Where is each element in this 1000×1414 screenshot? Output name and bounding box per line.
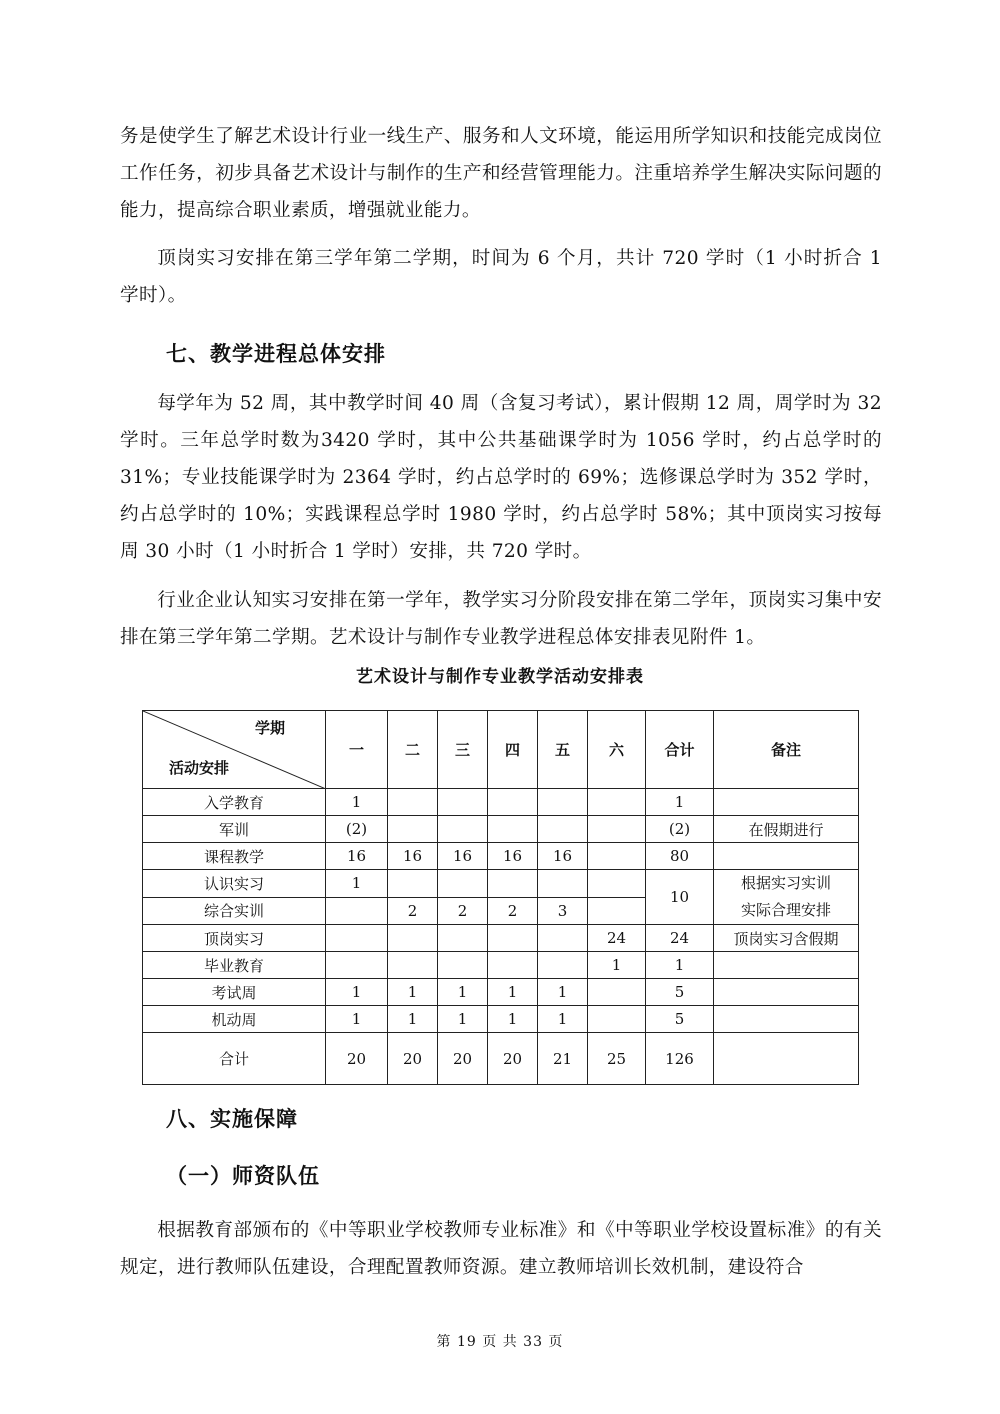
table-cell: 1 <box>488 1006 538 1033</box>
row-label: 考试周 <box>143 979 326 1006</box>
table-cell: 2 <box>438 897 488 925</box>
table-cell: 1 <box>326 870 388 898</box>
table-cell: 1 <box>588 952 646 979</box>
table-cell <box>388 789 438 816</box>
table-cell: 21 <box>538 1033 588 1085</box>
table-cell <box>388 925 438 952</box>
table-cell <box>388 952 438 979</box>
table-corner-cell <box>143 711 326 789</box>
subsection-heading-faculty: （一）师资队伍 <box>166 1164 320 1188</box>
table-cell: 1 <box>388 1006 438 1033</box>
table-cell: 126 <box>646 1033 714 1085</box>
column-header: 四 <box>488 711 538 789</box>
table-cell: 1 <box>488 979 538 1006</box>
table-cell <box>388 870 438 898</box>
table-cell: 1 <box>438 1006 488 1033</box>
table-cell <box>438 925 488 952</box>
table-cell: 1 <box>326 1006 388 1033</box>
table-cell <box>488 789 538 816</box>
row-label: 顶岗实习 <box>143 925 326 952</box>
row-label: 机动周 <box>143 1006 326 1033</box>
table-cell <box>714 843 859 870</box>
table-row <box>143 925 859 952</box>
table-cell: 20 <box>438 1033 488 1085</box>
table-row <box>143 1006 859 1033</box>
table-cell <box>588 843 646 870</box>
table-header-row <box>143 711 859 789</box>
column-header: 五 <box>538 711 588 789</box>
table-cell <box>588 979 646 1006</box>
column-header: 三 <box>438 711 488 789</box>
table-cell <box>488 816 538 843</box>
table-cell: 2 <box>388 897 438 925</box>
table-cell <box>538 870 588 898</box>
table-cell: (2) <box>646 816 714 843</box>
row-label: 课程教学 <box>143 843 326 870</box>
table-cell <box>326 952 388 979</box>
section-heading-8: 八、实施保障 <box>166 1107 298 1131</box>
table-row <box>143 816 859 843</box>
merged-note-cell <box>714 870 859 925</box>
table-cell: 24 <box>646 925 714 952</box>
table-cell: 3 <box>538 897 588 925</box>
table-cell <box>588 816 646 843</box>
table-row <box>143 843 859 870</box>
table-cell <box>438 816 488 843</box>
table-row <box>143 789 859 816</box>
table-cell <box>438 952 488 979</box>
table-cell: 16 <box>538 843 588 870</box>
table-cell <box>438 789 488 816</box>
table-cell <box>388 816 438 843</box>
table-cell: 在假期进行 <box>714 816 859 843</box>
table-cell: 1 <box>388 979 438 1006</box>
table-cell: 顶岗实习含假期 <box>714 925 859 952</box>
column-header: 备注 <box>714 711 859 789</box>
table-cell: 1 <box>538 1006 588 1033</box>
table-cell <box>714 789 859 816</box>
table-cell: 20 <box>326 1033 388 1085</box>
table-row <box>143 979 859 1006</box>
corner-label-semester: 学期 <box>254 719 285 737</box>
row-label: 毕业教育 <box>143 952 326 979</box>
table-cell <box>538 816 588 843</box>
table-cell: 1 <box>646 789 714 816</box>
table-cell <box>488 870 538 898</box>
table-cell: 16 <box>488 843 538 870</box>
table-cell: 16 <box>326 843 388 870</box>
column-header: 二 <box>388 711 438 789</box>
table-row <box>143 952 859 979</box>
page-number-footer: 第 19 页 共 33 页 <box>436 1334 564 1350</box>
row-label: 认识实习 <box>143 870 326 898</box>
table-cell: 16 <box>388 843 438 870</box>
table-cell: 20 <box>388 1033 438 1085</box>
table-cell <box>438 870 488 898</box>
table-cell: 1 <box>326 789 388 816</box>
note-line: 根据实习实训 <box>740 874 831 892</box>
table-cell <box>538 925 588 952</box>
table-title: 艺术设计与制作专业教学活动安排表 <box>356 667 644 687</box>
table-cell <box>714 1033 859 1085</box>
column-header: 六 <box>588 711 646 789</box>
table-cell: (2) <box>326 816 388 843</box>
row-label: 军训 <box>143 816 326 843</box>
section-heading-7: 七、教学进程总体安排 <box>166 342 386 366</box>
activity-schedule-table <box>142 710 859 1085</box>
row-label: 合计 <box>143 1033 326 1085</box>
table-row <box>143 870 859 898</box>
table-cell: 1 <box>438 979 488 1006</box>
row-label: 综合实训 <box>143 897 326 925</box>
table-cell <box>538 952 588 979</box>
table-cell: 20 <box>488 1033 538 1085</box>
paragraph-internship: 顶岗实习安排在第三学年第二学期，时间为 6 个月，共计 720 学时（1 小时折合 1 学时）。 <box>120 248 882 306</box>
table-cell <box>538 789 588 816</box>
table-cell <box>326 897 388 925</box>
table-cell <box>588 789 646 816</box>
row-label: 入学教育 <box>143 789 326 816</box>
table-cell <box>714 952 859 979</box>
table-cell <box>588 1006 646 1033</box>
paragraph-intro: 务是使学生了解艺术设计行业一线生产、服务和人文环境，能运用所学知识和技能完成岗位工作任务，初步具备艺术设计与制作的生产和经营管理能力。注重培养学生解决实际问题的能力，提高综合职业素质，增强就业能力。 <box>120 126 882 221</box>
merged-total-cell: 10 <box>646 870 714 925</box>
table-cell: 24 <box>588 925 646 952</box>
table-cell <box>588 870 646 898</box>
table-cell <box>326 925 388 952</box>
table-cell <box>714 979 859 1006</box>
corner-label-activity: 活动安排 <box>169 759 230 777</box>
paragraph-faculty: 根据教育部颁布的《中等职业学校教师专业标准》和《中等职业学校设置标准》的有关规定，进行教师队伍建设，合理配置教师资源。建立教师培训长效机制，建设符合 <box>120 1220 882 1278</box>
note-line: 实际合理安排 <box>740 901 831 919</box>
table-cell: 25 <box>588 1033 646 1085</box>
column-header: 一 <box>326 711 388 789</box>
table-total-row <box>143 1033 859 1085</box>
table-cell <box>714 1006 859 1033</box>
table-cell: 5 <box>646 979 714 1006</box>
paragraph-schedule: 每学年为 52 周，其中教学时间 40 周（含复习考试），累计假期 12 周，周学时为 32 学时。三年总学时数为3420 学时，其中公共基础课学时为 1056 学时，约占总学时的 31%；专业技能课学时为 2364 学时，约占总学时的 69%；选修课总学时为 352 学时，约占总学时的 10%；实践课程总学时 1980 学时，约占总学时 58%；其中顶岗实习按每周 30 小时（1 小时折合 1 学时）安排，共 720 学时。 <box>120 393 882 562</box>
table-cell <box>488 925 538 952</box>
table-cell: 5 <box>646 1006 714 1033</box>
column-header: 合计 <box>646 711 714 789</box>
table-cell: 16 <box>438 843 488 870</box>
paragraph-practice: 行业企业认知实习安排在第一学年，教学实习分阶段安排在第二学年，顶岗实习集中安排在第三学年第二学期。艺术设计与制作专业教学进程总体安排表见附件 1。 <box>120 590 882 648</box>
table-cell <box>588 897 646 925</box>
table-cell: 2 <box>488 897 538 925</box>
table-cell <box>488 952 538 979</box>
table-cell: 1 <box>646 952 714 979</box>
table-cell: 1 <box>326 979 388 1006</box>
table-cell: 80 <box>646 843 714 870</box>
table-cell: 1 <box>538 979 588 1006</box>
